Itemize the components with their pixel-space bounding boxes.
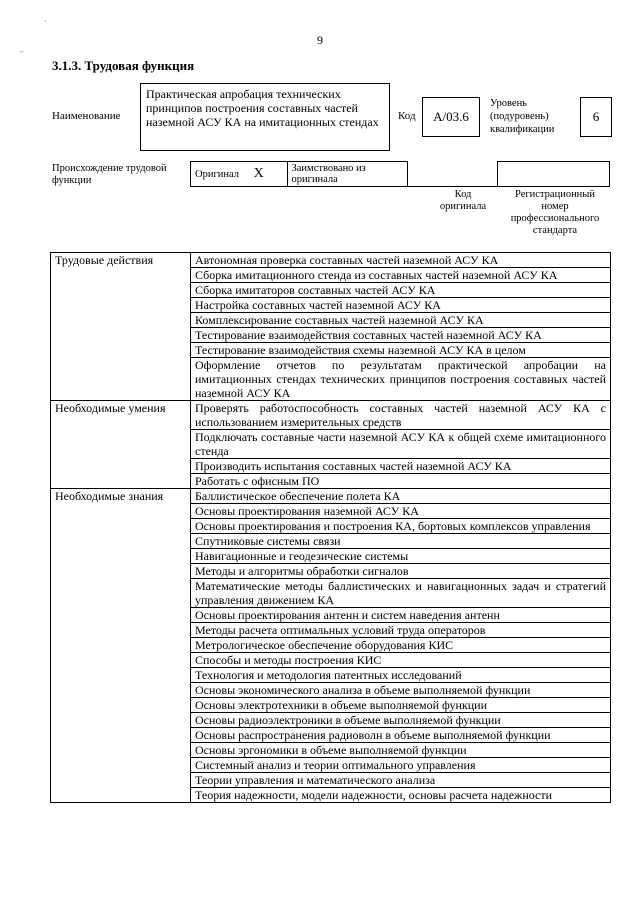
section-heading: 3.1.3. Трудовая функция	[52, 58, 195, 73]
section-title: Необходимые знания	[51, 489, 191, 803]
table-row	[51, 489, 611, 504]
section-item: Проверять работоспособность составных частей наземной АСУ КА с использованием измерительных средств	[191, 401, 611, 430]
origin-table	[190, 161, 610, 187]
code-box	[422, 97, 480, 137]
origin-label: Происхождение трудовой функции	[52, 163, 167, 186]
borrowed-label: Заимствовано из оригинала	[291, 163, 366, 185]
section-item: Основы эргономики в объеме выполняемой функции	[191, 743, 611, 758]
section-item: Тестирование взаимодействия схемы наземной АСУ КА в целом	[191, 343, 611, 358]
section-item: Настройка составных частей наземной АСУ КА	[191, 298, 611, 313]
name-label: Наименование	[52, 110, 121, 122]
scan-mark: ·	[44, 16, 47, 26]
section-item: Математические методы баллистических и навигационных задач и стратегий управления движением КА	[191, 579, 611, 608]
section-item: Теория надежности, модели надежности, основы расчета надежности	[191, 788, 611, 803]
section-item: Комплексирование составных частей наземной АСУ КА	[191, 313, 611, 328]
section-item: Основы электротехники в объеме выполняемой функции	[191, 698, 611, 713]
original-label: Оригинал	[195, 169, 239, 180]
section-item: Работать с офисным ПО	[191, 474, 611, 489]
reg-number-cell	[498, 162, 610, 187]
section-item: Способы и методы построения КИС	[191, 653, 611, 668]
section-item: Основы проектирования и построения КА, бортовых комплексов управления	[191, 519, 611, 534]
original-mark: X	[253, 166, 264, 181]
section-item: Метрологическое обеспечение оборудования КИС	[191, 638, 611, 653]
code-caption: Код оригинала	[439, 189, 487, 212]
level-label: Уровень (подуровень) квалификации	[490, 98, 555, 135]
section-item: Сборка имитаторов составных частей АСУ КА	[191, 283, 611, 298]
section-item: Технология и методология патентных исследований	[191, 668, 611, 683]
section-item: Основы экономического анализа в объеме выполняемой функции	[191, 683, 611, 698]
section-item: Основы радиоэлектроники в объеме выполняемой функции	[191, 713, 611, 728]
section-item: Сборка имитационного стенда из составных частей наземной АСУ КА	[191, 268, 611, 283]
function-name: Практическая апробация технических принципов построения составных частей наземной АСУ КА на имитационных стендах	[146, 87, 379, 129]
table-row	[51, 253, 611, 268]
section-item: Баллистическое обеспечение полета КА	[191, 489, 611, 504]
level-box	[580, 97, 612, 137]
section-item: Оформление отчетов по результатам практической апробации на имитационных стендах технических принципов построения составных частей наземной АСУ КА	[191, 358, 611, 401]
section-item: Основы распространения радиоволн в объеме выполняемой функции	[191, 728, 611, 743]
original-code-cell	[407, 162, 497, 187]
section-item: Системный анализ и теории оптимального управления	[191, 758, 611, 773]
code-label: Код	[398, 110, 416, 122]
scan-mark: -	[20, 46, 23, 56]
section-item: Производить испытания составных частей наземной АСУ КА	[191, 459, 611, 474]
reg-caption: Регистрационный номер профессионального стандарта	[510, 189, 600, 236]
section-item: Автономная проверка составных частей наземной АСУ КА	[191, 253, 611, 268]
section-item: Основы проектирования наземной АСУ КА	[191, 504, 611, 519]
section-title: Необходимые умения	[51, 401, 191, 489]
function-details-table	[50, 252, 611, 803]
section-item: Методы расчета оптимальных условий труда операторов	[191, 623, 611, 638]
section-item: Основы проектирования антенн и систем наведения антенн	[191, 608, 611, 623]
page-number: 9	[317, 33, 323, 47]
original-cell	[191, 162, 288, 187]
borrowed-cell	[287, 162, 407, 187]
section-item: Спутниковые системы связи	[191, 534, 611, 549]
code-value: А/03.6	[433, 109, 469, 124]
table-row	[51, 401, 611, 430]
section-item: Подключать составные части наземной АСУ КА к общей схеме имитационного стенда	[191, 430, 611, 459]
section-title: Трудовые действия	[51, 253, 191, 401]
function-name-box	[140, 83, 390, 151]
section-item: Теории управления и математического анализа	[191, 773, 611, 788]
level-value: 6	[592, 109, 600, 124]
section-item: Методы и алгоритмы обработки сигналов	[191, 564, 611, 579]
section-item: Навигационные и геодезические системы	[191, 549, 611, 564]
section-item: Тестирование взаимодействия составных частей наземной АСУ КА	[191, 328, 611, 343]
